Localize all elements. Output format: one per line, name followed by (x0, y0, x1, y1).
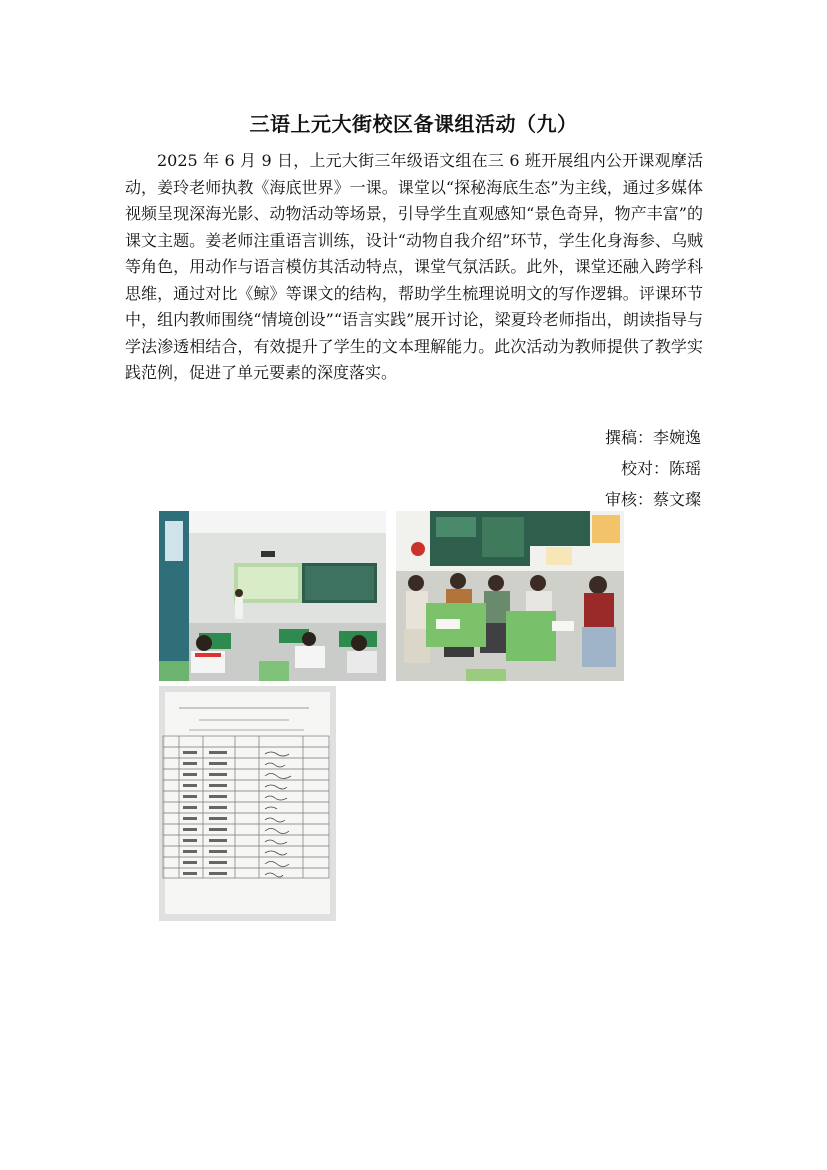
signin-sheet-photo (159, 686, 336, 921)
reviewer-credit: 审核：蔡文璨 (604, 490, 701, 509)
proofreader-credit: 校对：陈瑶 (620, 459, 701, 478)
page-title: 三语上元大街校区备课组活动（九） (249, 112, 578, 136)
classroom-photo (159, 511, 386, 681)
article-paragraph: 2025 年 6 月 9 日，上元大街三年级语文组在三 6 班开展组内公开课观摩活动，姜玲老师执教《海底世界》一课。课堂以“探秘海底生态”为主线，通过多媒体视频呈现深海光影、动物活动等场景，引导学生直观感知“景色奇异，物产丰富”的课文主题。姜老师注重语言训练，设计“动物自我介绍”环节，学生化身海参、乌贼等角色，用动作与语言模仿其活动特点，课堂气氛活跃。此外，课堂还融入跨学科思维，通过对比《鲸》等课文的结构，帮助学生梳理说明文的写作逻辑。评课环节中，组内教师围绕“情境创设”“语言实践”展开讨论，梁夏玲老师指出，朗读指导与学法渗透相结合，有效提升了学生的文本理解能力。此次活动为教师提供了教学实践范例，促进了单元要素的深度落实。 (125, 151, 703, 382)
teachers-discussion-photo (396, 511, 624, 681)
writer-credit: 撰稿：李婉逸 (604, 428, 701, 447)
